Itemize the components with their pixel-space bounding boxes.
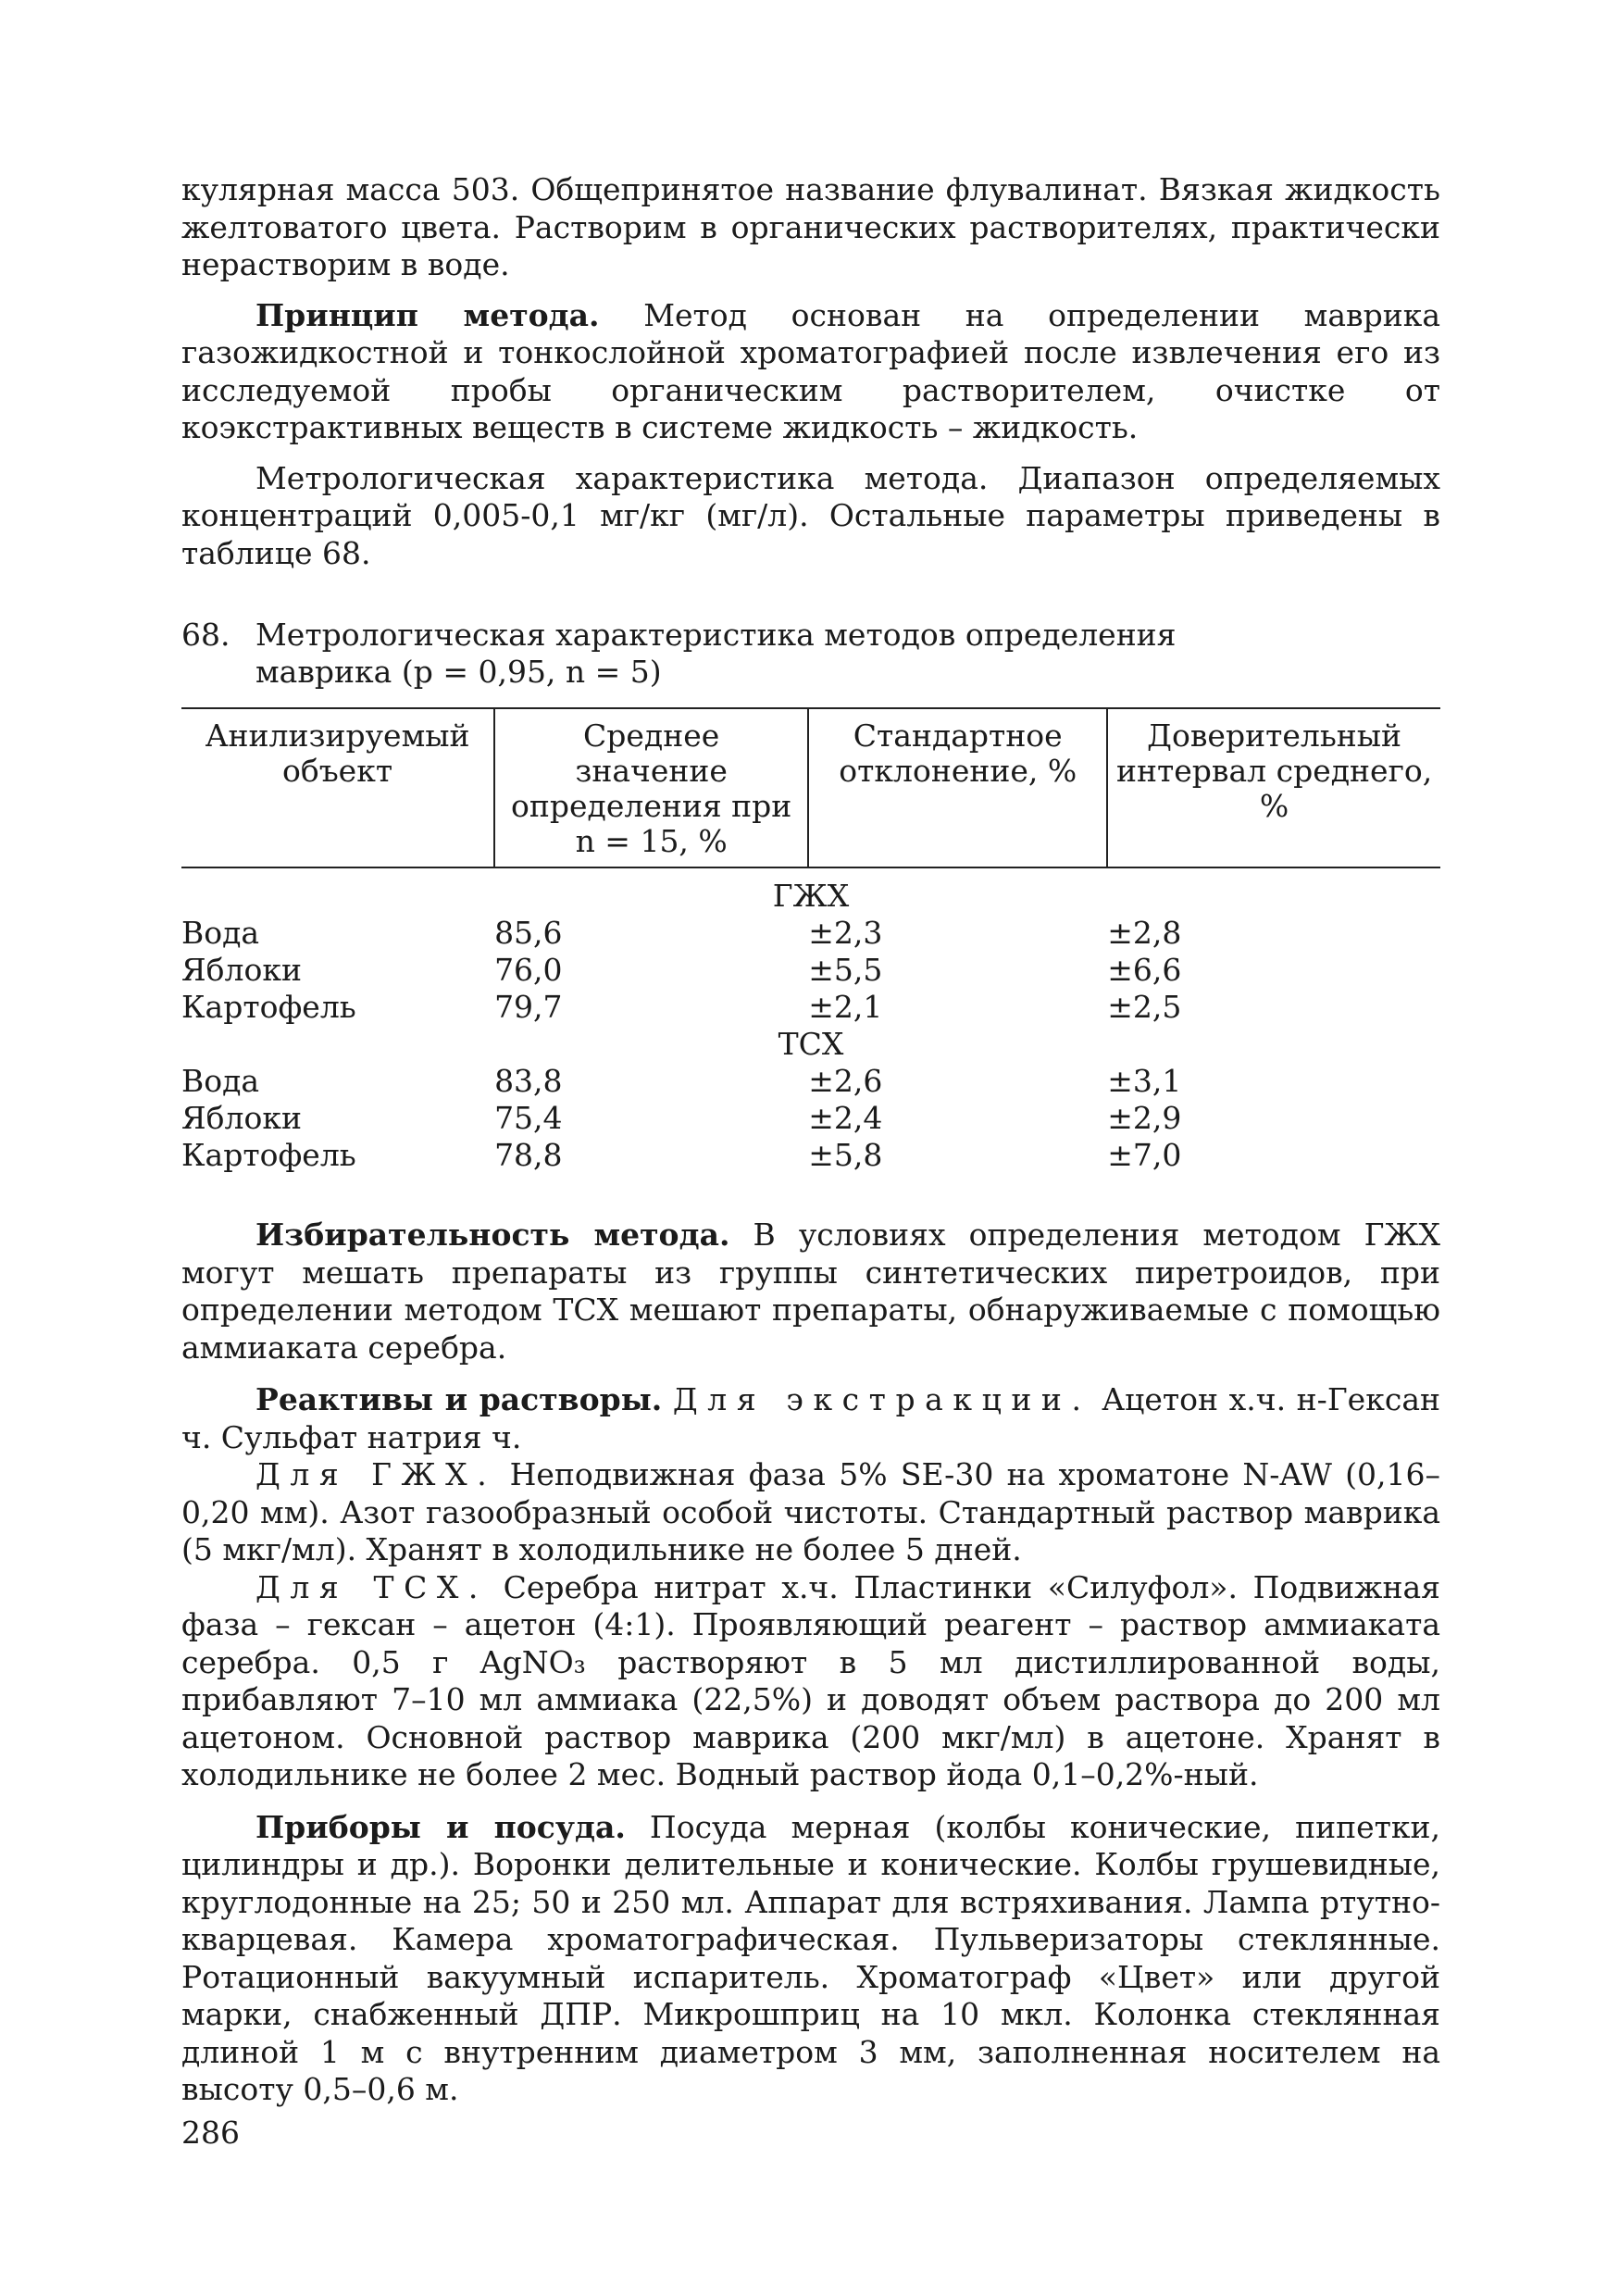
extraction-text: Ацетон х.ч. н-Гексан ч. Сульфат натрия ч.	[181, 1381, 1440, 1455]
table-header	[181, 708, 1440, 867]
selectivity-heading: Избирательность метода.	[255, 1217, 730, 1253]
table-body	[181, 867, 1440, 1174]
cell-ci: ±2,9	[1107, 1100, 1182, 1136]
table-row	[181, 1100, 1440, 1137]
metrology-text: Диапазон определяемых концентраций 0,005-0,1 мг/кг (мг/л). Остальные параметры приведены в таблице 68.	[181, 459, 1440, 571]
cell-ci: ±7,0	[1107, 1137, 1182, 1173]
gc-label: Для ГЖХ.	[255, 1456, 497, 1492]
cell-mean: 75,4	[494, 1100, 563, 1136]
metrology-paragraph	[181, 460, 1440, 573]
table-title-line2: маврика (p = 0,95, n = 5)	[255, 654, 662, 690]
reagents-heading: Реактивы и растворы.	[255, 1381, 663, 1417]
cell-sd: ±5,8	[808, 1137, 883, 1173]
cell-ci: ±2,5	[1107, 989, 1182, 1025]
section-gc-label: ГЖХ	[772, 878, 850, 914]
table-number: 68.	[181, 617, 230, 653]
cell-mean: 78,8	[494, 1137, 563, 1173]
metrology-table	[181, 707, 1440, 1174]
equipment-heading: Приборы и посуда.	[255, 1808, 626, 1845]
header-mean: Среднее значение определения при n = 15, %	[494, 708, 808, 867]
table-title-line1: Метрологическая характеристика методов определения	[255, 617, 1177, 653]
cell-object: Вода	[181, 1063, 260, 1099]
cell-object: Яблоки	[181, 1100, 302, 1136]
cell-mean: 85,6	[494, 915, 563, 951]
gc-paragraph	[181, 1456, 1440, 1569]
cell-sd: ±2,3	[808, 915, 883, 951]
table-row	[181, 1137, 1440, 1174]
page-number: 286	[181, 2115, 240, 2151]
section-row-gc	[181, 867, 1440, 915]
selectivity-text: В условиях определения методом ГЖХ могут мешать препараты из группы синтетических пиретроидов, при определении методом ТСХ мешают препараты, обнаруживаемые с помощью аммиаката серебра.	[181, 1217, 1440, 1366]
equipment-paragraph	[181, 1809, 1440, 2109]
cell-sd: ±2,6	[808, 1063, 883, 1099]
header-sd: Стандартное отклонение, %	[808, 708, 1107, 867]
reagents-paragraph	[181, 1381, 1440, 1456]
cell-mean: 76,0	[494, 952, 563, 988]
tlc-text: Серебра нитрат х.ч. Пластинки «Силуфол». Подвижная фаза – гексан – ацетон (4:1). Проявляющий реагент – раствор аммиаката серебра. 0,5 г AgNO₃ растворяют в 5 мл дистиллированной воды, прибавляют 7–10 мл аммиака (22,5%) и доводят объем раствора до 200 мл ацетоном. Основной раствор маврика (200 мкг/мл) в ацетоне. Хранят в холодильнике не более 2 мес. Водный раствор йода 0,1–0,2%-ный.	[181, 1568, 1440, 1792]
cell-sd: ±5,5	[808, 952, 883, 988]
header-object: Анилизируемый объект	[181, 708, 494, 867]
selectivity-paragraph	[181, 1217, 1440, 1366]
table-row	[181, 915, 1440, 952]
section-row-tlc	[181, 1026, 1440, 1063]
cell-sd: ±2,4	[808, 1100, 883, 1136]
cell-object: Картофель	[181, 989, 356, 1025]
section-tlc-label: ТСХ	[778, 1026, 844, 1062]
table-row	[181, 952, 1440, 989]
cell-ci: ±6,6	[1107, 952, 1182, 988]
cell-sd: ±2,1	[808, 989, 883, 1025]
header-ci: Доверительный интервал среднего, %	[1107, 708, 1440, 867]
cell-ci: ±3,1	[1107, 1063, 1182, 1099]
gc-text: Неподвижная фаза 5% SE-30 на хроматоне N-AW (0,16–0,20 мм). Азот газообразный особой чистоты. Стандартный раствор маврика (5 мкг/мл). Хранят в холодильнике не более 5 дней.	[181, 1456, 1440, 1567]
table-caption	[181, 617, 1440, 691]
intro-paragraph	[181, 171, 1440, 284]
cell-mean: 83,8	[494, 1063, 563, 1099]
principle-paragraph	[181, 297, 1440, 447]
table-row	[181, 1063, 1440, 1100]
table-row	[181, 989, 1440, 1026]
cell-object: Вода	[181, 915, 260, 951]
page-content	[181, 171, 1440, 2109]
cell-mean: 79,7	[494, 989, 563, 1025]
methods-section	[181, 1217, 1440, 2109]
tlc-paragraph	[181, 1569, 1440, 1794]
principle-text: Метод основан на определении маврика газожидкостной и тонкослойной хроматографией после извлечения его из исследуемой пробы органическим растворителем, очистке от коэкстрактивных веществ в системе жидкость – жидкость.	[181, 296, 1440, 445]
equipment-text: Посуда мерная (колбы конические, пипетки, цилиндры и др.). Воронки делительные и конические. Колбы грушевидные, круглодонные на 25; 50 и 250 мл. Аппарат для встряхивания. Лампа ртутно-кварцевая. Камера хроматографическая. Пульверизаторы стеклянные. Ротационный вакуумный испаритель. Хроматограф «Цвет» или другой марки, снабженный ДПР. Микрошприц на 10 мкл. Колонка стеклянная длиной 1 м с внутренним диаметром 3 мм, заполненная носителем на высоту 0,5–0,6 м.	[181, 1808, 1440, 2107]
tlc-label: Для ТСХ.	[255, 1568, 488, 1605]
cell-object: Яблоки	[181, 952, 302, 988]
table-caption-line1	[181, 617, 1440, 654]
extraction-label: Для экстракции.	[672, 1381, 1091, 1417]
intro-text: кулярная масса 503. Общепринятое название флувалинат. Вязкая жидкость желтоватого цвета. Растворим в органических растворителях, практически нерастворим в воде.	[181, 171, 1440, 282]
cell-object: Картофель	[181, 1137, 356, 1173]
principle-heading: Принцип метода.	[255, 296, 600, 333]
cell-ci: ±2,8	[1107, 915, 1182, 951]
metrology-heading: Метрологическая характеристика метода.	[255, 459, 989, 496]
